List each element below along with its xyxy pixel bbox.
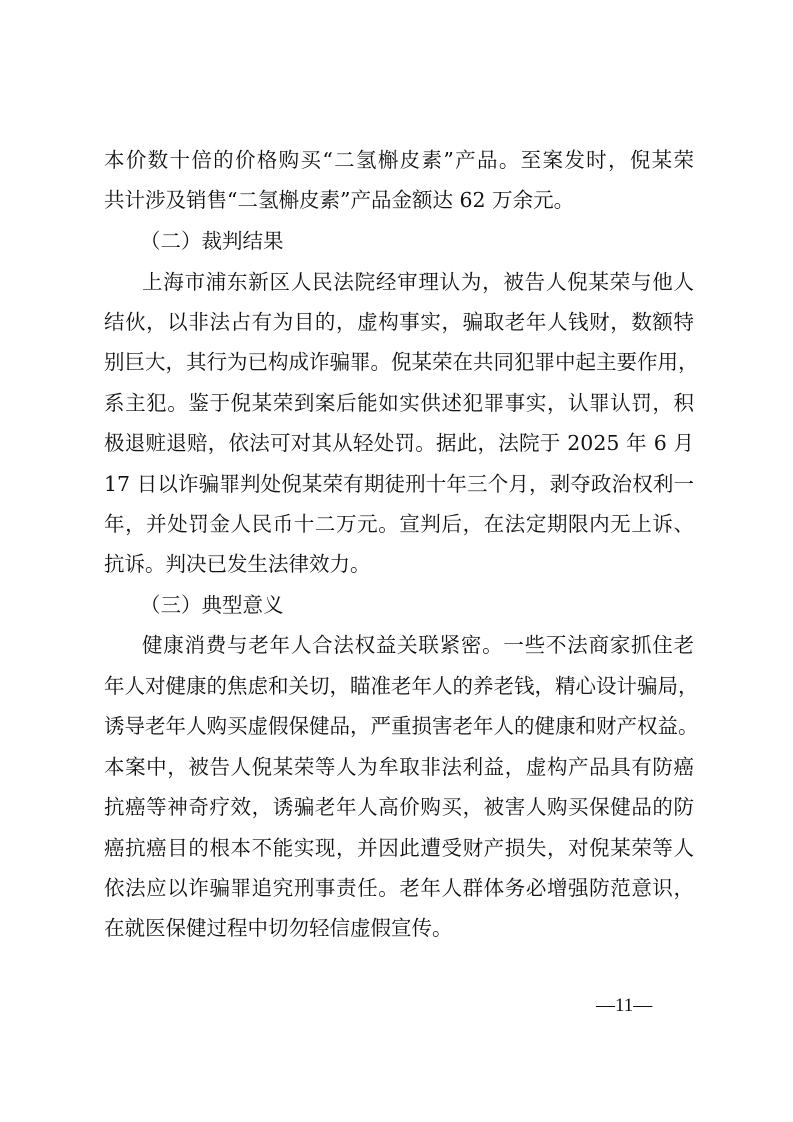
paragraph-line: 结伙，以非法占有为目的，虚构事实，骗取老年人钱财，数额特: [104, 310, 694, 334]
paragraph-line: 年，并处罚金人民币十二万元。宣判后，在法定期限内无上诉、: [104, 512, 694, 536]
paragraph-line: 本案中，被告人倪某荣等人为牟取非法利益，虚构产品具有防癌: [104, 755, 694, 779]
section-heading-typical-significance: （三）典型意义: [140, 593, 284, 617]
paragraph-line: 在就医保健过程中切勿轻信虚假宣传。: [104, 916, 453, 940]
paragraph-line: 诱导老年人购买虚假保健品，严重损害老年人的健康和财产权益。: [104, 714, 699, 738]
page-number: —11—: [596, 995, 653, 1016]
section-heading-judgment-result: （二）裁判结果: [140, 229, 284, 253]
paragraph-line: 抗癌等神奇疗效，诱骗老年人高价购买，被害人购买保健品的防: [104, 795, 694, 819]
paragraph-line: 共计涉及销售“二氢槲皮素”产品金额达 62 万余元。: [104, 188, 575, 212]
paragraph-line: 上海市浦东新区人民法院经审理认为，被告人倪某荣与他人: [142, 270, 694, 294]
paragraph-line: 年人对健康的焦虑和关切，瞄准老年人的养老钱，精心设计骗局，: [104, 674, 699, 698]
paragraph-line: 健康消费与老年人合法权益关联紧密。一些不法商家抓住老: [142, 633, 694, 657]
paragraph-line: 极退赃退赔，依法可对其从轻处罚。据此，法院于 2025 年 6 月: [104, 431, 694, 455]
paragraph-line: 17 日以诈骗罪判处倪某荣有期徒刑十年三个月，剥夺政治权利一: [104, 472, 694, 496]
paragraph-line: 系主犯。鉴于倪某荣到案后能如实供述犯罪事实，认罪认罚，积: [104, 391, 694, 415]
paragraph-line: 抗诉。判决已发生法律效力。: [104, 552, 371, 576]
paragraph-line: 别巨大，其行为已构成诈骗罪。倪某荣在共同犯罪中起主要作用，: [104, 350, 699, 374]
paragraph-line: 依法应以诈骗罪追究刑事责任。老年人群体务必增强防范意识，: [104, 876, 694, 900]
paragraph-line: 癌抗癌目的根本不能实现，并因此遭受财产损失，对倪某荣等人: [104, 836, 694, 860]
paragraph-line: 本价数十倍的价格购买“二氢槲皮素”产品。至案发时，倪某荣: [104, 148, 694, 172]
